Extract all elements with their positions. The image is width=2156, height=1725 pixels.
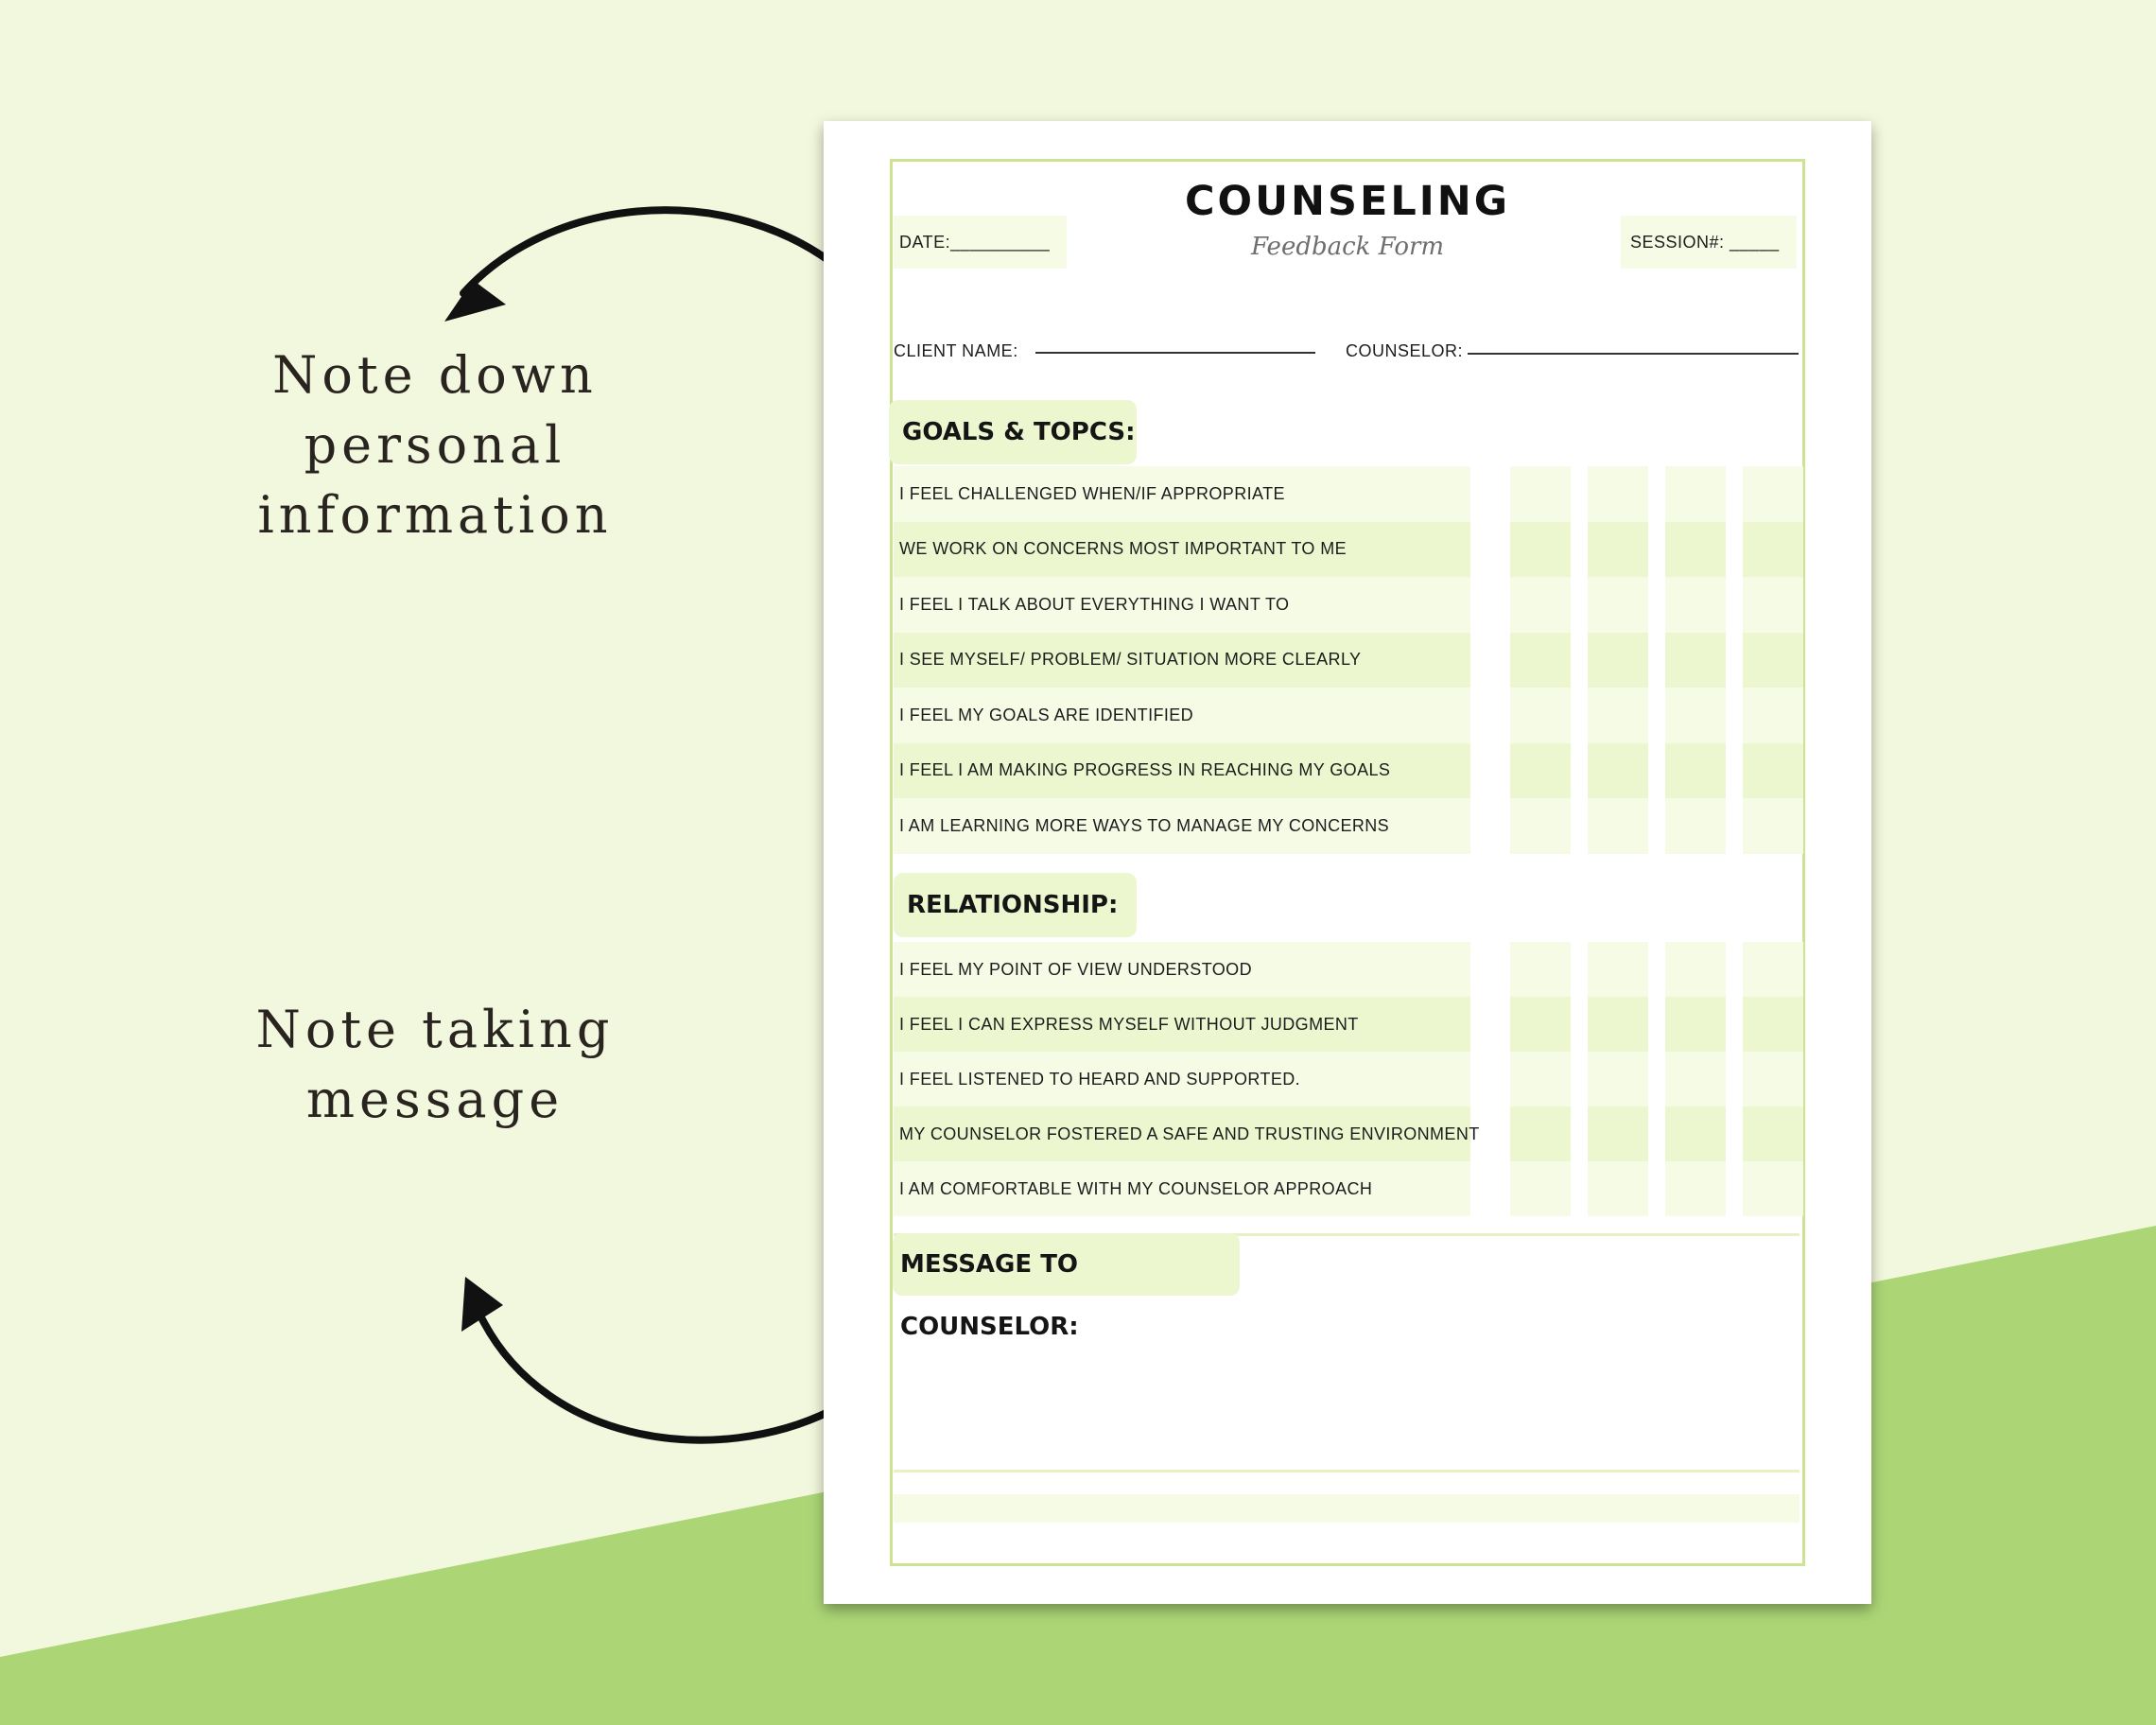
rating-cell[interactable]: [1588, 633, 1648, 688]
statement-row: I FEEL CHALLENGED WHEN/IF APPROPRIATE: [894, 466, 1470, 522]
statement-row: I FEEL LISTENED TO HEARD AND SUPPORTED.: [894, 1052, 1470, 1106]
rating-cell[interactable]: [1743, 1052, 1803, 1106]
rating-cell[interactable]: [1665, 1052, 1726, 1106]
rating-cell[interactable]: [1588, 1106, 1648, 1161]
rating-cell[interactable]: [1588, 522, 1648, 578]
rating-cell[interactable]: [1510, 577, 1571, 633]
rating-cell[interactable]: [1665, 688, 1726, 743]
statement-row: I AM LEARNING MORE WAYS TO MANAGE MY CONCERNS: [894, 798, 1470, 854]
rating-cell[interactable]: [1743, 522, 1803, 578]
rating-cell[interactable]: [1588, 466, 1648, 522]
rating-cell[interactable]: [1588, 798, 1648, 854]
rating-cell[interactable]: [1743, 688, 1803, 743]
statement-row: I AM COMFORTABLE WITH MY COUNSELOR APPROACH: [894, 1161, 1470, 1216]
client-name-field[interactable]: [1035, 352, 1315, 354]
rating-cell[interactable]: [1588, 942, 1648, 997]
arrow-to-message: [482, 1319, 830, 1440]
goals-heading: GOALS & TOPCS:: [889, 400, 1137, 464]
callout-personal-info: [189, 340, 681, 550]
rating-cell[interactable]: [1743, 942, 1803, 997]
form-subtitle: Feedback Form: [1250, 233, 1445, 261]
statement-row: MY COUNSELOR FOSTERED A SAFE AND TRUSTING ENVIRONMENT: [894, 1106, 1470, 1161]
rating-cell[interactable]: [1665, 1106, 1726, 1161]
statement-row: I FEEL MY GOALS ARE IDENTIFIED: [894, 688, 1470, 743]
callout-message: [189, 995, 681, 1135]
rating-cell[interactable]: [1588, 997, 1648, 1052]
rating-cell[interactable]: [1588, 1161, 1648, 1216]
rating-cell[interactable]: [1510, 633, 1571, 688]
rating-cell[interactable]: [1665, 942, 1726, 997]
arrow-to-personal-info: [463, 210, 832, 293]
rating-cell[interactable]: [1510, 997, 1571, 1052]
relationship-heading: RELATIONSHIP:: [894, 873, 1137, 937]
rating-cell[interactable]: [1665, 633, 1726, 688]
rating-cell[interactable]: [1743, 997, 1803, 1052]
callout-line: information: [257, 485, 613, 545]
callout-line: message: [305, 1070, 565, 1129]
message-divider: [894, 1470, 1800, 1472]
rating-cell[interactable]: [1743, 1106, 1803, 1161]
rating-cell[interactable]: [1510, 1052, 1571, 1106]
message-footer-strip: [894, 1494, 1800, 1523]
callout-line: Note taking: [255, 1000, 615, 1059]
form-page: [824, 121, 1871, 1604]
rating-cell[interactable]: [1510, 942, 1571, 997]
statement-row: WE WORK ON CONCERNS MOST IMPORTANT TO ME: [894, 522, 1470, 578]
rating-cell[interactable]: [1588, 1052, 1648, 1106]
form-title: COUNSELING: [1184, 178, 1511, 225]
rating-cell[interactable]: [1743, 633, 1803, 688]
rating-cell[interactable]: [1665, 466, 1726, 522]
arrow-head-top-icon: [444, 280, 506, 322]
rating-cell[interactable]: [1665, 743, 1726, 799]
rating-cell[interactable]: [1588, 577, 1648, 633]
rating-cell[interactable]: [1510, 522, 1571, 578]
rating-cell[interactable]: [1665, 1161, 1726, 1216]
counselor-label: COUNSELOR:: [1346, 341, 1464, 360]
rating-cell[interactable]: [1665, 522, 1726, 578]
rating-cell[interactable]: [1743, 798, 1803, 854]
rating-cell[interactable]: [1510, 1106, 1571, 1161]
client-name-label: CLIENT NAME:: [894, 341, 1018, 360]
rating-cell[interactable]: [1743, 1161, 1803, 1216]
callout-line: personal: [304, 415, 566, 475]
statement-row: I SEE MYSELF/ PROBLEM/ SITUATION MORE CLEARLY: [894, 633, 1470, 688]
rating-cell[interactable]: [1665, 577, 1726, 633]
statement-row: I FEEL I TALK ABOUT EVERYTHING I WANT TO: [894, 577, 1470, 633]
message-heading: MESSAGE TO COUNSELOR:: [893, 1233, 1240, 1296]
rating-cell[interactable]: [1743, 577, 1803, 633]
rating-cell[interactable]: [1588, 743, 1648, 799]
callout-line: Note down: [272, 345, 598, 405]
rating-cell[interactable]: [1665, 798, 1726, 854]
statement-row: I FEEL MY POINT OF VIEW UNDERSTOOD: [894, 942, 1470, 997]
session-field[interactable]: SESSION#: _____: [1621, 216, 1797, 269]
rating-cell[interactable]: [1510, 466, 1571, 522]
rating-cell[interactable]: [1743, 743, 1803, 799]
rating-cell[interactable]: [1510, 1161, 1571, 1216]
counselor-field[interactable]: [1468, 353, 1799, 355]
rating-cell[interactable]: [1743, 466, 1803, 522]
rating-cell[interactable]: [1510, 688, 1571, 743]
statement-row: I FEEL I AM MAKING PROGRESS IN REACHING MY GOALS: [894, 743, 1470, 799]
statement-row: I FEEL I CAN EXPRESS MYSELF WITHOUT JUDGMENT: [894, 997, 1470, 1052]
rating-cell[interactable]: [1588, 688, 1648, 743]
date-field[interactable]: DATE:__________: [894, 216, 1067, 269]
rating-cell[interactable]: [1665, 997, 1726, 1052]
rating-cell[interactable]: [1510, 798, 1571, 854]
rating-cell[interactable]: [1510, 743, 1571, 799]
